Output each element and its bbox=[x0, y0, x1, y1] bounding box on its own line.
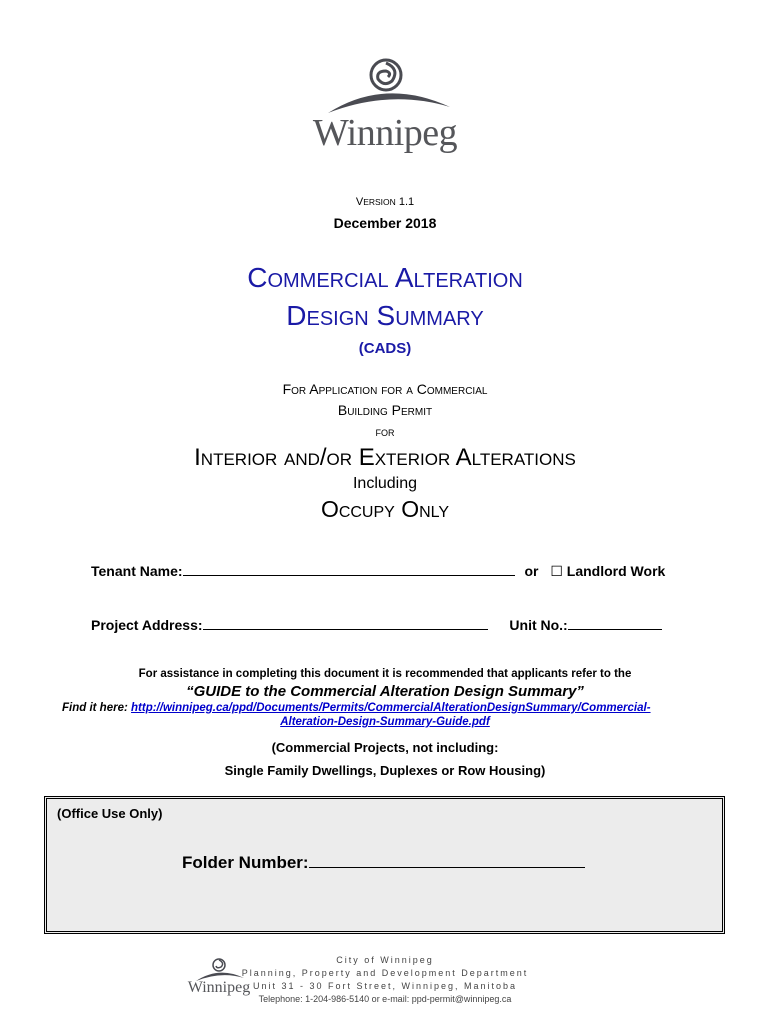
guide-title: “GUIDE to the Commercial Alteration Design Summary” bbox=[186, 683, 584, 700]
or-label: or bbox=[524, 563, 539, 579]
footer-address: Unit 31 - 30 Fort Street, Winnipeg, Manitoba bbox=[252, 981, 518, 991]
guide-link-row bbox=[62, 702, 651, 714]
title-line-1: Commercial Alteration bbox=[247, 262, 523, 293]
folder-number-row bbox=[182, 850, 585, 873]
find-it-here-label: Find it here: bbox=[62, 702, 128, 714]
landlord-work-label: Landlord Work bbox=[566, 563, 666, 579]
folder-number-field[interactable] bbox=[309, 850, 585, 868]
title-abbrev: (CADS) bbox=[358, 340, 412, 357]
logo-wordmark: Winnipeg bbox=[312, 112, 458, 154]
version-number: 1.1 bbox=[398, 196, 415, 208]
guide-url-part-1[interactable]: http://winnipeg.ca/ppd/Documents/Permits/CommercialAlterationDesignSummary/Commercial- bbox=[131, 702, 651, 714]
version-line bbox=[0, 196, 770, 208]
footer-dept: Planning, Property and Development Department bbox=[241, 968, 529, 978]
version-prefix: V bbox=[355, 196, 364, 208]
version-label: ERSION bbox=[363, 197, 396, 207]
footer-logo-wordmark: Winnipeg bbox=[187, 979, 251, 996]
unit-number-field[interactable] bbox=[568, 615, 662, 630]
subtitle-line-3: for bbox=[375, 424, 395, 439]
subtitle-line-4: Interior and/or Exterior Alterations bbox=[194, 444, 576, 471]
folder-number-label: Folder Number: bbox=[182, 853, 309, 872]
footer-org: City of Winnipeg bbox=[336, 955, 434, 965]
landlord-work-checkbox[interactable]: ☐ bbox=[550, 563, 563, 579]
subtitle-line-5: Including bbox=[352, 475, 418, 492]
guide-link-row-2 bbox=[0, 716, 770, 728]
subtitle-line-2: Building Permit bbox=[337, 402, 433, 418]
tenant-name-field[interactable] bbox=[183, 561, 515, 576]
footer-contact: Telephone: 1-204-986-5140 or e-mail: ppd-permit@winnipeg.ca bbox=[258, 994, 512, 1004]
project-address-field[interactable] bbox=[203, 615, 488, 630]
subtitle-line-6: Occupy Only bbox=[320, 496, 450, 522]
unit-number-label: Unit No.: bbox=[509, 617, 568, 633]
tenant-name-label: Tenant Name: bbox=[91, 563, 183, 579]
project-address-row bbox=[91, 615, 662, 633]
scope-line-2: Single Family Dwellings, Duplexes or Row Housing) bbox=[224, 763, 546, 778]
document-date: December 2018 bbox=[333, 215, 437, 231]
assistance-intro: For assistance in completing this document it is recommended that applicants refer to the bbox=[138, 668, 632, 680]
title-line-2: Design Summary bbox=[286, 300, 484, 331]
guide-url-part-2[interactable]: Alteration-Design-Summary-Guide.pdf bbox=[280, 716, 490, 728]
tenant-name-row bbox=[91, 561, 665, 580]
subtitle-line-1: For Application for a Commercial bbox=[282, 381, 488, 397]
project-address-label: Project Address: bbox=[91, 617, 203, 633]
office-use-label: (Office Use Only) bbox=[57, 806, 163, 821]
scope-line-1: (Commercial Projects, not including: bbox=[271, 740, 499, 755]
office-use-box bbox=[44, 796, 725, 934]
winnipeg-logo bbox=[300, 55, 470, 165]
